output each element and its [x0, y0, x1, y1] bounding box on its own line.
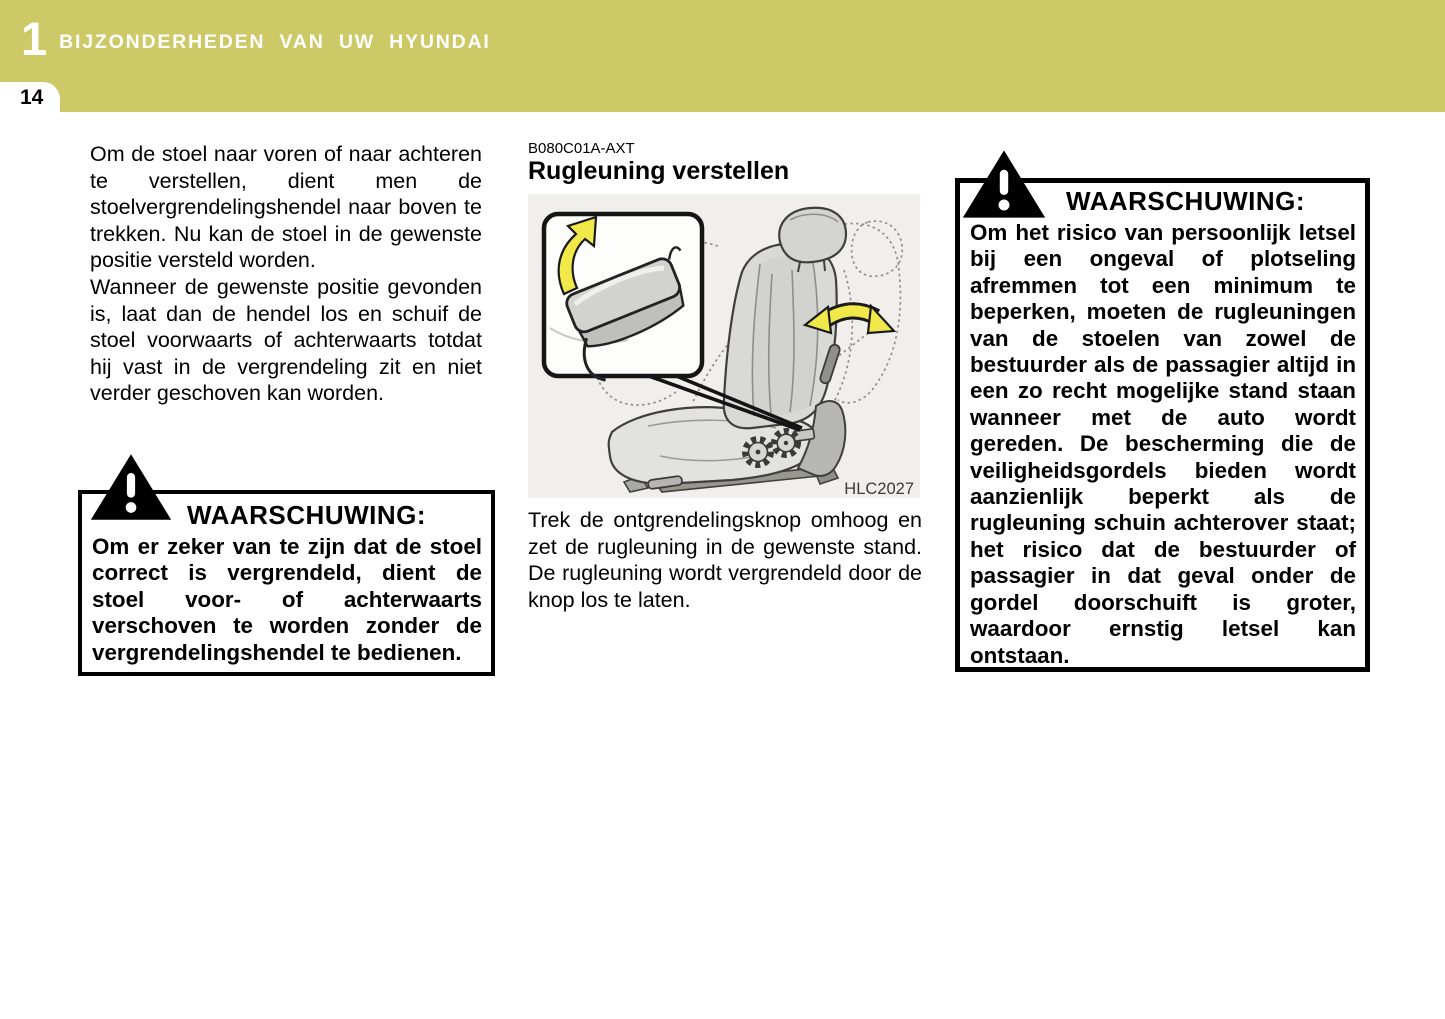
- figure-code-label: HLC2027: [844, 480, 914, 498]
- chapter-number: 1: [21, 12, 48, 65]
- seat-recline-figure: [528, 194, 920, 498]
- seat-adjust-knob: [774, 431, 798, 455]
- warning-box-seat-lock: [78, 490, 495, 676]
- left-column-text: [90, 141, 482, 407]
- chapter-title: BIJZONDERHEDEN VAN UW HYUNDAI: [59, 31, 491, 53]
- page-number-tab: [0, 82, 60, 112]
- paragraph: Wanneer de gewenste positie gevonden is, laat dan de hendel los en schuif de stoel voorwaarts of achterwaarts totdat hij vast in de vergrendeling zit en niet verder geschoven kan worden.: [90, 274, 482, 406]
- section-title: Rugleuning verstellen: [528, 157, 790, 185]
- warning-title: WAARSCHUWING:: [1065, 186, 1306, 216]
- warning-title: WAARSCHUWING:: [186, 500, 427, 530]
- paragraph: Om de stoel naar voren of naar achteren te verstellen, dient men de stoelvergrendelingshendel naar boven te trekken. Nu kan de stoel in de gewenste positie versteld worden.: [90, 142, 482, 273]
- middle-column-text: [528, 507, 922, 613]
- warning-triangle-exclamation-icon: [962, 149, 1046, 219]
- paragraph: Trek de ontgrendelingsknop omhoog en zet de rugleuning in de gewenste stand. De rugleuning wordt vergrendeld door de knop los te laten.: [528, 508, 922, 612]
- seat-recline-illustration: [528, 194, 920, 498]
- warning-body: Om er zeker van te zijn dat de stoel correct is vergrendeld, dient de stoel voor- of achterwaarts verschoven te worden zonder de vergrendelingshendel te bedienen.: [92, 534, 482, 665]
- warning-triangle-exclamation-icon: [90, 453, 172, 521]
- warning-body: Om het risico van persoonlijk letsel bij een ongeval of plotseling afremmen tot een minimum te beperken, moeten de rugleuningen van de stoelen van zowel de bestuurder als de passagier altijd in een zo recht mogelijke stand staan wanneer met de auto wordt gereden. De bescherming die de veiligheidsgordels bieden wordt aanzienlijk beperkt als de rugleuning schuin achterover staat; het risico dat de bestuurder of passagier in dat geval onder de gordel doorschuift is groter, waardoor ernstig letsel kan ontstaan.: [970, 220, 1356, 668]
- lever-inset-callout: [544, 214, 715, 385]
- chapter-header-band: [0, 0, 1445, 112]
- warning-box-recline-risk: [955, 178, 1370, 672]
- chapter-heading: [21, 12, 491, 65]
- section-code: B080C01A-AXT: [528, 140, 635, 157]
- page-number: 14: [20, 86, 44, 109]
